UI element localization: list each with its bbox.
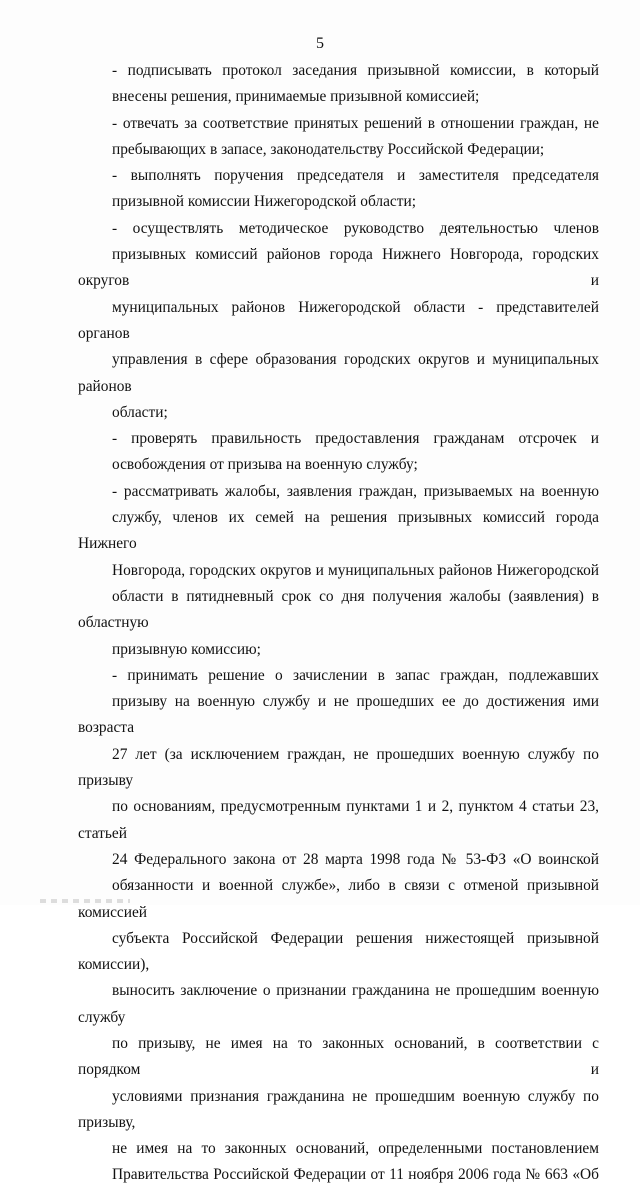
text-line: службу, членов их семей на решения призывных комиссий города Нижнего	[78, 509, 599, 553]
text-line: внесены решения, принимаемые призывной комиссией;	[112, 88, 480, 106]
document-body	[78, 58, 599, 1189]
text-line: обязанности и военной службе», либо в связи с отменой призывной комиссией	[78, 877, 599, 921]
text-line: области в пятидневный срок со дня получения жалобы (заявления) в областную	[78, 587, 599, 632]
text-line: - рассматривать жалобы, заявления граждан, призываемых на военную	[112, 482, 599, 500]
text-line: управления в сфере образования городских округов и муниципальных районов	[78, 351, 599, 395]
page-number: 5	[316, 35, 324, 52]
text-line: муниципальных районов Нижегородской области - представителей органов	[78, 298, 599, 342]
text-line: - проверять правильность предоставления гражданам отсрочек и	[112, 430, 599, 448]
paragraph-reserve-decision	[78, 663, 599, 1189]
text-line: 24 Федерального закона от 28 марта 1998 года № 53-ФЗ «О воинской	[112, 850, 599, 868]
text-line: субъекта Российской Федерации решения нижестоящей призывной комиссии),	[78, 929, 599, 974]
text-line: - выполнять поручения председателя и заместителя председателя	[112, 167, 599, 185]
text-line: призывных комиссий районов города Нижнего Новгорода, городских округов и	[78, 246, 599, 290]
scan-artifact	[40, 899, 130, 903]
paragraph-execute-orders	[78, 163, 599, 216]
paragraph-sign-protocol	[78, 58, 599, 111]
text-line: Правительства Российской Федерации от 11 ноября 2006 года № 663 «Об	[112, 1166, 599, 1184]
paragraph-review-complaints	[78, 479, 599, 663]
text-line: - осуществлять методическое руководство деятельностью членов	[112, 219, 599, 237]
text-line: 27 лет (за исключением граждан, не прошедших военную службу по призыву	[78, 745, 599, 790]
text-line: пребывающих в запасе, законодательству Российской Федерации;	[112, 140, 545, 158]
text-line: Новгорода, городских округов и муниципальных районов Нижегородской	[112, 561, 599, 579]
text-line: не имея на то законных оснований, определенными постановлением	[112, 1140, 599, 1158]
text-line: по основаниям, предусмотренным пунктами 1 и 2, пунктом 4 статьи 23, статьей	[78, 798, 599, 842]
text-line: - отвечать за соответствие принятых решений в отношении граждан, не	[112, 114, 599, 132]
paragraph-check-deferments	[78, 426, 599, 479]
text-line: призывной комиссии Нижегородской области;	[112, 193, 416, 211]
text-line: - подписывать протокол заседания призывной комиссии, в который	[112, 62, 599, 79]
paragraph-methodical-guidance	[78, 216, 599, 426]
text-line: освобождения от призыва на военную службу;	[112, 456, 418, 474]
text-line: - принимать решение о зачислении в запас граждан, подлежавших	[112, 666, 599, 684]
text-line: призывную комиссию;	[112, 640, 261, 658]
text-line: призыву на военную службу и не прошедших ее до достижения ими возраста	[78, 693, 599, 737]
text-line: выносить заключение о признании гражданина не прошедшим военную службу	[78, 982, 599, 1026]
text-line: области;	[112, 403, 168, 421]
paragraph-responsibility	[78, 111, 599, 164]
text-line: по призыву, не имея на то законных оснований, в соответствии с порядком и	[78, 1034, 599, 1079]
text-line: условиями признания гражданина не прошедшим военную службу по призыву,	[78, 1087, 599, 1131]
